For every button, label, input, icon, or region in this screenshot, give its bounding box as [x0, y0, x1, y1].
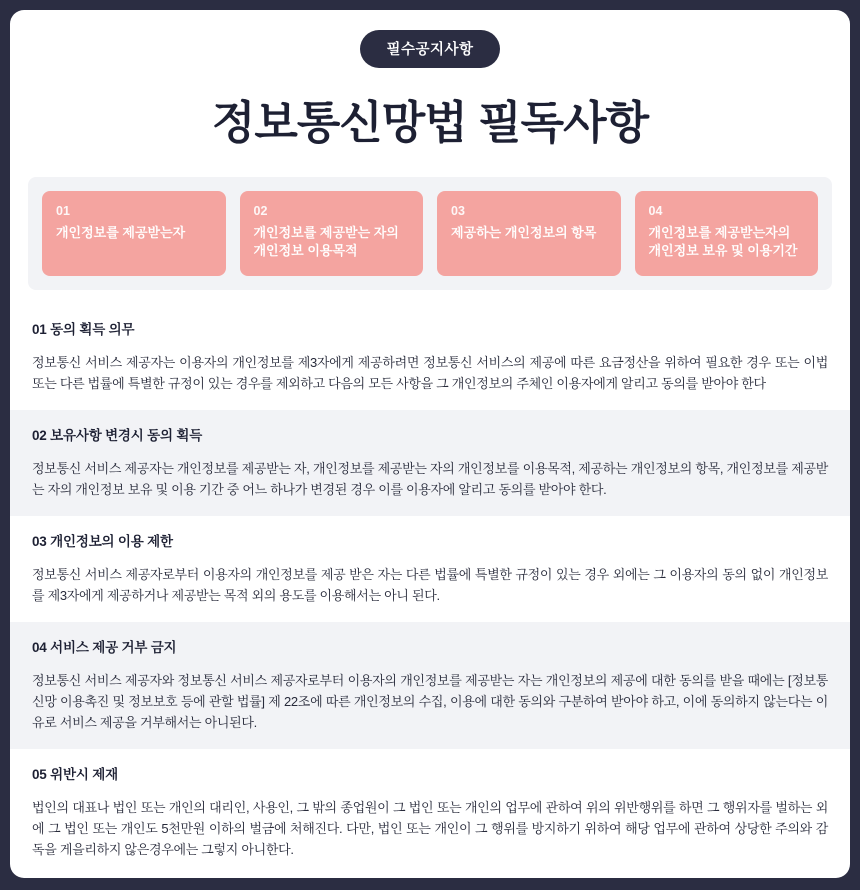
section-title: 04 서비스 제공 거부 금지 [32, 640, 177, 656]
page-title: 정보통신망법 필독사항 [211, 97, 649, 148]
consent-item-1-label: 개인정보를 제공받는자 [56, 225, 186, 240]
notice-section [10, 304, 850, 410]
section-title: 01 동의 획득 의무 [32, 321, 135, 337]
section-body: 법인의 대표나 법인 또는 개인의 대리인, 사용인, 그 밖의 종업원이 그 법인 또는 개인의 업무에 관하여 위의 위반행위를 하면 그 행위자를 벌하는 외에 그 법인 또는 개인도 5천만원 이하의 벌금에 처해진다. 다만, 법인 또는 개인이 그 행위를 방지하기 위하여 해당 업무에 관하여 상당한 주의와 감독을 게을리하지 않은경우에는 그렇지 아니한다. [32, 800, 828, 858]
notice-section [10, 749, 850, 876]
notice-section [10, 410, 850, 516]
section-body: 정보통신 서비스 제공자와 정보통신 서비스 제공자로부터 이용자의 개인정보를 제공받는 자는 개인정보의 제공에 대한 동의를 받을 때에는 [정보통신망 이용촉진 및 정보보호 등에 관할 법률] 제 22조에 따른 개인정보의 수집, 이용에 대한 동의와 구분하여 받아야 하고, 이에 동의하지 않는다는 이유로 서비스 제공을 거부해서는 아니된다. [32, 673, 828, 731]
consent-item-3-label: 제공하는 개인정보의 항목 [451, 225, 597, 240]
consent-item-2 [240, 191, 424, 276]
consent-item-4-number: 04 [648, 204, 663, 218]
consent-item-3-number: 03 [451, 204, 465, 218]
consent-item-2-number: 02 [253, 204, 268, 218]
section-title: 05 위반시 제재 [32, 767, 118, 783]
notice-card [10, 10, 850, 878]
notice-sections [10, 304, 850, 877]
consent-item-1-number: 01 [56, 204, 70, 218]
section-body: 정보통신 서비스 제공자로부터 이용자의 개인정보를 제공 받은 자는 다른 법률에 특별한 규정이 있는 경우 외에는 그 이용자의 동의 없이 개인정보를 제3자에게 제공하거나 제공받는 목적 외의 용도를 이용해서는 아니 된다. [32, 567, 828, 604]
consent-item-1 [42, 191, 226, 276]
section-body: 정보통신 서비스 제공자는 개인정보를 제공받는 자, 개인정보를 제공받는 자의 개인정보를 이용목적, 제공하는 개인정보의 항목, 개인정보를 제공받는 자의 개인정보 보유 및 이용 기간 중 어느 하나가 변경된 경우 이를 이용자에 알리고 동의를 받아야 한다. [32, 461, 828, 498]
consent-item-4-label: 개인정보를 제공받는자의 개인정보 보유 및 이용기간 [648, 225, 798, 259]
consent-item-3 [437, 191, 621, 276]
card-header [10, 10, 850, 151]
section-title: 03 개인정보의 이용 제한 [32, 534, 173, 550]
consent-items-band [28, 177, 832, 290]
notice-badge: 필수공지사항 [360, 30, 499, 68]
notice-section [10, 622, 850, 749]
consent-item-4 [635, 191, 819, 276]
section-title: 02 보유사항 변경시 동의 획득 [32, 428, 203, 443]
consent-item-2-label: 개인정보를 제공받는 자의 개인정보 이용목적 [253, 225, 399, 259]
notice-section [10, 516, 850, 622]
section-body: 정보통신 서비스 제공자는 이용자의 개인정보를 제3자에게 제공하려면 정보통신 서비스의 제공에 따른 요금정산을 위하여 필요한 경우 또는 이법 또는 다른 법률에 특별한 규정이 있는 경우를 제외하고 다음의 모든 사항을 그 개인정보의 주체인 이용자에게 알리고 동의를 받아야 한다 [32, 354, 828, 391]
